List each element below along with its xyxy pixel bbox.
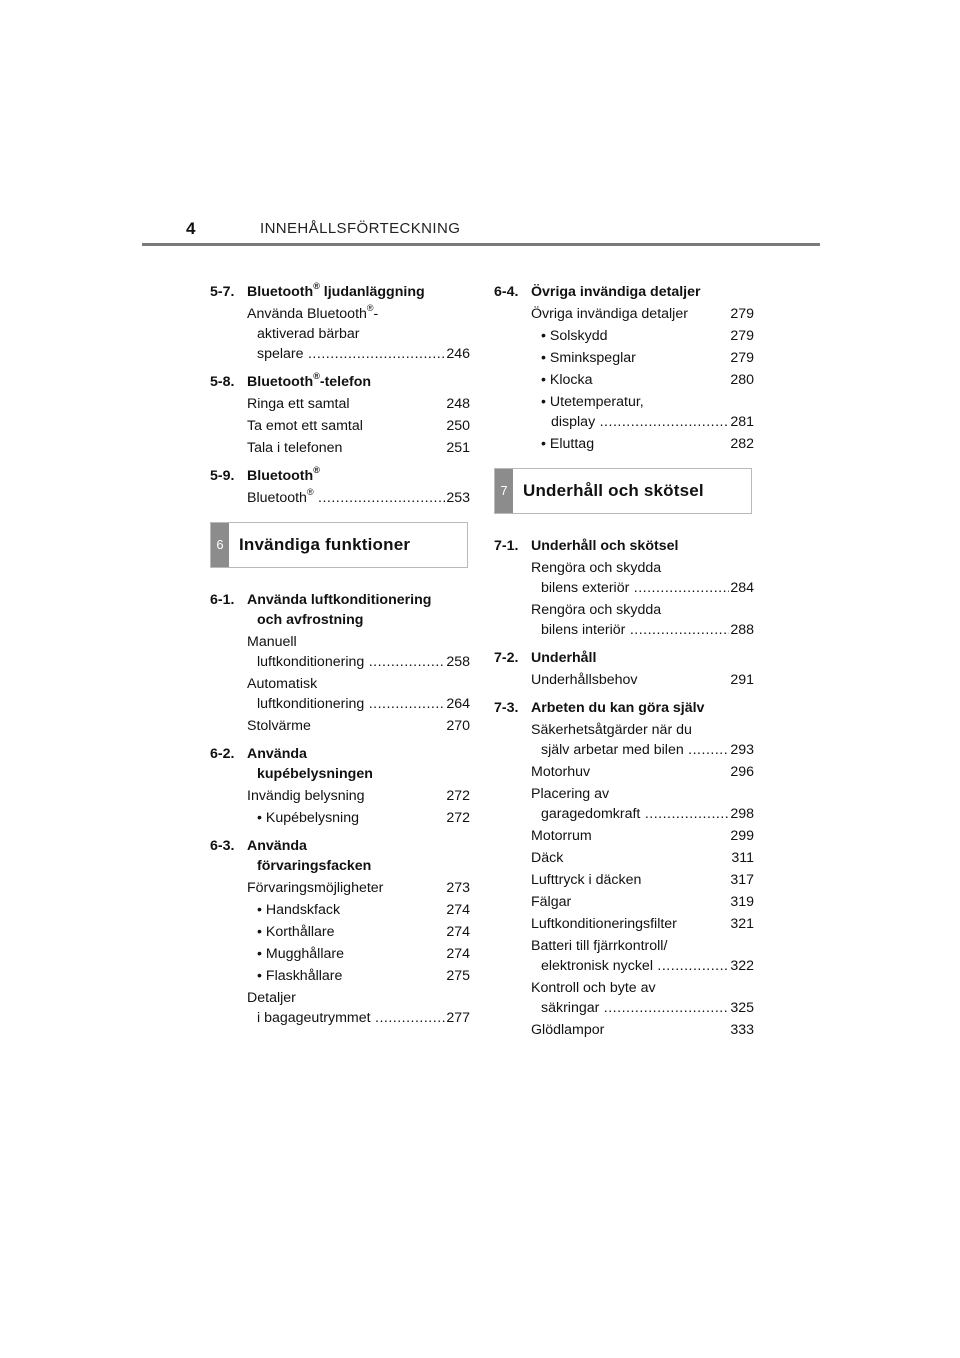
page-ref: 296 [730,764,754,780]
toc-entry[interactable]: Däck 311 [531,850,754,866]
page-ref: 298 [730,806,754,822]
toc-section-6-2 [210,744,470,828]
page-number: 4 [186,219,196,238]
page-ref: 317 [730,872,754,888]
page-ref: 284 [730,580,754,596]
toc-heading: 6-1. Använda luftkonditionering och avfrostning [210,592,432,628]
toc-entry[interactable]: Batteri till fjärrkontroll/ elektronisk nyckel ..... 322 [531,936,754,976]
toc-entry[interactable]: • Handskfack 274 [257,902,470,918]
toc-heading: 7-3. Arbeten du kan göra själv [494,700,705,716]
toc-entry[interactable]: • Utetemperatur, display ..... 281 [541,392,754,432]
toc-section-7-3 [494,698,754,1040]
toc-section-7-1 [494,536,754,640]
toc-section-6-3 [210,836,470,1028]
toc-entry[interactable]: Motorhuv 296 [531,764,754,780]
toc-heading: 6-3. Använda förvaringsfacken [210,838,372,874]
toc-heading: 5-9. Bluetooth® [210,465,320,484]
toc-heading: 7-1. Underhåll och skötsel [494,538,679,554]
toc-column-left [210,282,470,1036]
toc-heading: 6-2. Använda kupébelysningen [210,746,373,782]
toc-entry[interactable]: Lufttryck i däcken 317 [531,872,754,888]
page-ref: 272 [446,788,470,804]
page-ref: 274 [446,946,470,962]
toc-entry[interactable]: Manuell luftkonditionering ..... 258 [247,632,470,672]
chapter-title: Underhåll och skötsel [523,481,704,500]
toc-entry[interactable]: Luftkonditioneringsfilter 321 [531,916,754,932]
page-ref: 321 [730,916,754,932]
toc-section-6-1 [210,590,470,736]
toc-entry[interactable]: Automatisk luftkonditionering ..... 264 [247,674,470,714]
page-ref: 325 [730,1000,754,1016]
page-ref: 272 [446,810,470,826]
page-ref: 264 [446,696,470,712]
toc-entry[interactable]: Övriga invändiga detaljer 279 [531,306,754,322]
toc-entry[interactable]: Kontroll och byte av säkringar ..... 325 [531,978,754,1018]
page-ref: 253 [446,490,470,506]
toc-entry[interactable]: Förvaringsmöjligheter 273 [247,880,470,896]
toc-entry[interactable]: Ta emot ett samtal 250 [247,418,470,434]
toc-entry[interactable]: Stolvärme 270 [247,718,470,734]
page-ref: 273 [446,880,470,896]
toc-entry[interactable]: Motorrum 299 [531,828,754,844]
toc-entry[interactable]: • Klocka 280 [541,372,754,388]
toc-section-5-9 [210,466,470,508]
page-ref: 248 [446,396,470,412]
toc-entry[interactable]: • Korthållare 274 [257,924,470,940]
page-ref: 279 [730,350,754,366]
chapter-tab: 7 [495,469,513,513]
toc-entry[interactable]: Underhållsbehov 291 [531,672,754,688]
page-ref: 250 [446,418,470,434]
page-ref: 275 [446,968,470,984]
toc-entry[interactable]: Använda Bluetooth®- aktiverad bärbar spelare ..... 246 [247,304,470,364]
toc-section-5-7 [210,282,470,364]
toc-heading: 5-8. Bluetooth®-telefon [210,371,372,390]
chapter-title: Invändiga funktioner [239,535,411,554]
page-ref: 270 [446,718,470,734]
page-ref: 279 [730,328,754,344]
page-ref: 274 [446,902,470,918]
toc-entry[interactable]: Säkerhetsåtgärder när du själv arbetar med bilen ..... 293 [531,720,754,760]
toc-heading: 7-2. Underhåll [494,650,597,666]
toc-entry[interactable]: Placering av garagedomkraft ..... 298 [531,784,754,824]
toc-entry[interactable]: Tala i telefonen 251 [247,440,470,456]
page-ref: 274 [446,924,470,940]
toc-column-right [494,282,754,1048]
toc-entry[interactable]: Glödlampor 333 [531,1022,754,1038]
toc-entry[interactable]: Rengöra och skydda bilens interiör ..... 288 [531,600,754,640]
page-ref: 299 [730,828,754,844]
page-ref: 311 [731,850,754,866]
page-ref: 288 [730,622,754,638]
toc-section-6-4 [494,282,754,454]
toc-entry[interactable]: • Solskydd 279 [541,328,754,344]
page-ref: 246 [446,346,470,362]
page-ref: 281 [730,414,754,430]
page-header [142,214,820,248]
toc-entry[interactable]: Bluetooth® ..... 253 [247,488,470,508]
toc-entry[interactable]: • Kupébelysning 272 [257,810,470,826]
toc-heading: 6-4. Övriga invändiga detaljer [494,284,701,300]
page-ref: 277 [446,1010,470,1026]
chapter-6-box [210,522,468,568]
page-ref: 333 [730,1022,754,1038]
toc-section-5-8 [210,372,470,458]
toc-entry[interactable]: • Eluttag 282 [541,436,754,452]
page-ref: 258 [446,654,470,670]
toc-entry[interactable]: • Flaskhållare 275 [257,968,470,984]
page-ref: 282 [730,436,754,452]
toc-entry[interactable]: Invändig belysning 272 [247,788,470,804]
toc-entry[interactable]: Ringa ett samtal 248 [247,396,470,412]
toc-section-7-2 [494,648,754,690]
toc-entry[interactable]: Rengöra och skydda bilens exteriör ..... 284 [531,558,754,598]
page-ref: 322 [730,958,754,974]
toc-entry[interactable]: Detaljer i bagageutrymmet ..... 277 [247,988,470,1028]
chapter-tab: 6 [211,523,229,567]
toc-entry[interactable]: Fälgar 319 [531,894,754,910]
toc-entry[interactable]: • Sminkspeglar 279 [541,350,754,366]
section-title: INNEHÅLLSFÖRTECKNING [260,220,461,237]
chapter-7-box [494,468,752,514]
header-rule [142,243,820,246]
toc-heading: 5-7. Bluetooth® ljudanläggning [210,281,425,300]
page-ref: 293 [730,742,754,758]
page-ref: 291 [730,672,754,688]
page-ref: 279 [730,306,754,322]
page-ref: 280 [730,372,754,388]
toc-entry[interactable]: • Mugghållare 274 [257,946,470,962]
page-ref: 251 [446,440,470,456]
page-ref: 319 [730,894,754,910]
